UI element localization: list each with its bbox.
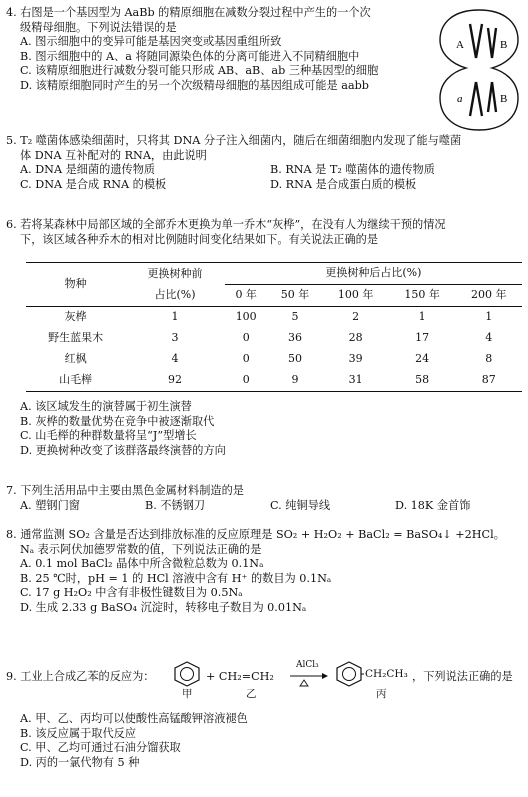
before-value: 92 xyxy=(125,370,224,392)
cell-value: 100 xyxy=(235,310,257,324)
header-species: 物种 xyxy=(26,263,125,307)
q5-option-c: C. DNA 是合成 RNA 的模板 xyxy=(20,177,167,191)
q9-option-a: A. 甲、乙、丙均可以使酸性高锰酸钾溶液褪色 xyxy=(20,712,248,725)
q8-stem-line-1: 8. 通常监测 SO₂ 含量是否达到排放标准的反应原理是 SO₂ + H₂O₂ + BaCl₂ = BaSO₄↓ +2HCl。 xyxy=(6,528,505,541)
cell-value: 2 xyxy=(352,310,360,324)
q5-option-a: A. DNA 是细菌的遗传物质 xyxy=(20,163,156,177)
q4-stem-line-2: 级精母细胞。下列说法错误的是 xyxy=(20,20,177,34)
q8-stem-line-2: Nₐ 表示阿伏加德罗常数的值，下列说法正确的是 xyxy=(20,542,262,556)
cell-value: 58 xyxy=(389,370,456,392)
lower-chromosome-left xyxy=(470,82,482,116)
q9-option-d: D. 丙的一氯代物有 5 种 xyxy=(20,755,140,769)
label-yi: 乙 xyxy=(246,688,257,700)
cell-value: 4 xyxy=(485,331,493,345)
species-name: 山毛榉 xyxy=(26,370,125,392)
question-9-reaction xyxy=(6,660,522,704)
species-name: 野生蓝果木 xyxy=(48,331,104,345)
lower-chromosome-right xyxy=(488,82,496,112)
header-before-line-1: 更换树种前 xyxy=(125,263,224,285)
q7-option-b: B. 不锈钢刀 xyxy=(145,498,206,512)
table-row xyxy=(26,328,522,349)
q4-option-a: A. 图示细胞中的变异可能是基因突变或基因重组所致 xyxy=(20,35,282,49)
cell-value: 36 xyxy=(288,331,303,345)
q5-stem-line-1: 5. T₂ 噬菌体感染细菌时，只将其 DNA 分子注入细菌内，随后在细菌细胞内发现了能与噬菌 xyxy=(6,134,462,147)
before-value: 1 xyxy=(171,310,179,324)
q6-stem-line-1: 6. 若将某森林中局部区域的全部乔木更换为单一乔木“灰桦”，在没有人为继续干预的情况 xyxy=(6,218,446,231)
q8-option-a: A. 0.1 mol BaCl₂ 晶体中所含微粒总数为 0.1Nₐ xyxy=(20,557,264,571)
cell-value: 28 xyxy=(348,331,363,345)
q7-option-d: D. 18K 金首饰 xyxy=(395,498,471,512)
species-name: 红枫 xyxy=(64,352,87,366)
q4-option-d: D. 该精原细胞同时产生的另一个次级精母细胞的基因组成可能是 aabb xyxy=(20,78,369,92)
q4-option-b: B. 图示细胞中的 A、a 将随同源染色体的分离可能进入不同精细胞中 xyxy=(20,49,360,63)
cell-value: 39 xyxy=(348,352,363,366)
ethylene-formula: + CH₂=CH₂ xyxy=(206,670,274,683)
table-header-row-1 xyxy=(26,263,522,285)
table-row xyxy=(26,307,522,329)
cell-value: 50 xyxy=(288,352,303,366)
label-jia: 甲 xyxy=(182,688,193,700)
question-4 xyxy=(6,6,432,93)
gene-label-lower-right: B xyxy=(500,93,508,105)
reaction-arrow-icon xyxy=(288,670,328,688)
q6-option-c: C. 山毛榉的种群数量将呈“J”型增长 xyxy=(20,429,197,443)
q7-option-c: C. 纯铜导线 xyxy=(270,498,331,512)
question-9-options xyxy=(6,712,520,770)
q7-options-row xyxy=(6,499,520,514)
gene-label-upper-right: B xyxy=(500,39,508,51)
q7-stem: 7. 下列生活用品中主要由黑色金属材料制造的是 xyxy=(6,484,244,497)
label-bing: 丙 xyxy=(376,688,387,700)
cell-value: 0 xyxy=(225,370,268,392)
table-row xyxy=(26,349,522,370)
q6-option-a: A. 该区域发生的演替属于初生演替 xyxy=(20,400,192,413)
question-7 xyxy=(6,484,520,513)
header-before-line-2: 占比(%) xyxy=(125,285,224,307)
cell-outline xyxy=(440,10,518,130)
q9-option-b: B. 该反应属于取代反应 xyxy=(20,726,137,740)
benzene-ring-product-icon xyxy=(334,660,364,688)
header-year-50: 50 年 xyxy=(268,285,323,307)
question-5 xyxy=(6,134,520,192)
table-row xyxy=(26,370,522,392)
q9-stem-suffix: ，下列说法正确的是 xyxy=(412,670,513,683)
cell-value: 31 xyxy=(322,370,389,392)
cell-value: 87 xyxy=(455,370,522,392)
species-name: 灰桦 xyxy=(64,310,87,324)
cell-value: 5 xyxy=(291,310,299,324)
cell-value: 17 xyxy=(415,331,430,345)
q9-option-c: C. 甲、乙均可通过石油分馏获取 xyxy=(20,741,181,755)
cell-value: 0 xyxy=(242,352,250,366)
cell-value: 8 xyxy=(485,352,493,366)
q5-option-b: B. RNA 是 T₂ 噬菌体的遗传物质 xyxy=(270,163,435,177)
q9-stem-prefix: 9. 工业上合成乙苯的反应为： xyxy=(6,670,155,683)
header-year-100: 100 年 xyxy=(322,285,389,307)
catalyst-label: AlCl₃ xyxy=(296,660,319,670)
q8-option-d: D. 生成 2.33 g BaSO₄ 沉淀时，转移电子数目为 0.01Nₐ xyxy=(20,600,307,614)
question-6-options xyxy=(6,400,520,458)
before-value: 4 xyxy=(171,352,179,366)
cell-value: 24 xyxy=(415,352,430,366)
q5-stem-line-2: 体 DNA 互补配对的 RNA，由此说明 xyxy=(20,148,207,162)
header-year-0: 0 年 xyxy=(225,285,268,307)
upper-chromosome-left xyxy=(470,24,482,58)
gene-label-lower-left: a xyxy=(457,93,463,105)
q4-stem-line-1: 4. 右图是一个基因型为 AaBb 的精原细胞在减数分裂过程中产生的一个次 xyxy=(6,6,371,19)
gene-label-upper-left: A xyxy=(456,39,464,51)
cell-value: 0 xyxy=(242,331,250,345)
upper-chromosome-right xyxy=(488,28,496,58)
q6-stem-line-2: 下，该区域各种乔木的相对比例随时间变化结果如下。有关说法正确的是 xyxy=(20,232,379,246)
header-after: 更换树种后占比(%) xyxy=(225,263,522,285)
q6-option-b: B. 灰桦的数量优势在竞争中被逐渐取代 xyxy=(20,414,215,428)
cell-value: 9 xyxy=(268,370,323,392)
q8-option-b: B. 25 ℃时，pH = 1 的 HCl 溶液中含有 H⁺ 的数目为 0.1Nₐ xyxy=(20,571,332,585)
header-year-200: 200 年 xyxy=(455,285,522,307)
header-year-150: 150 年 xyxy=(389,285,456,307)
cell-value: 1 xyxy=(418,310,426,324)
before-value: 3 xyxy=(171,331,179,345)
q5-option-d: D. RNA 是合成蛋白质的模板 xyxy=(270,177,417,191)
q8-option-c: C. 17 g H₂O₂ 中含有非极性键数目为 0.5Nₐ xyxy=(20,586,243,600)
product-substituent: CH₂CH₃ xyxy=(365,668,408,680)
cell-value: 1 xyxy=(485,310,493,324)
question-8 xyxy=(6,528,520,615)
q5-options-row-2 xyxy=(6,178,520,193)
q5-options-row-1 xyxy=(6,163,520,178)
q6-option-d: D. 更换树种改变了该群落最终演替的方向 xyxy=(20,443,226,457)
q6-succession-table xyxy=(26,262,522,392)
benzene-icon xyxy=(172,660,202,688)
secondary-spermatocyte-figure xyxy=(436,6,522,134)
question-6 xyxy=(6,218,520,247)
q4-option-c: C. 该精原细胞进行减数分裂可能只形成 AB、aB、ab 三种基因型的细胞 xyxy=(20,64,379,78)
q7-option-a: A. 塑钢门窗 xyxy=(20,498,80,512)
